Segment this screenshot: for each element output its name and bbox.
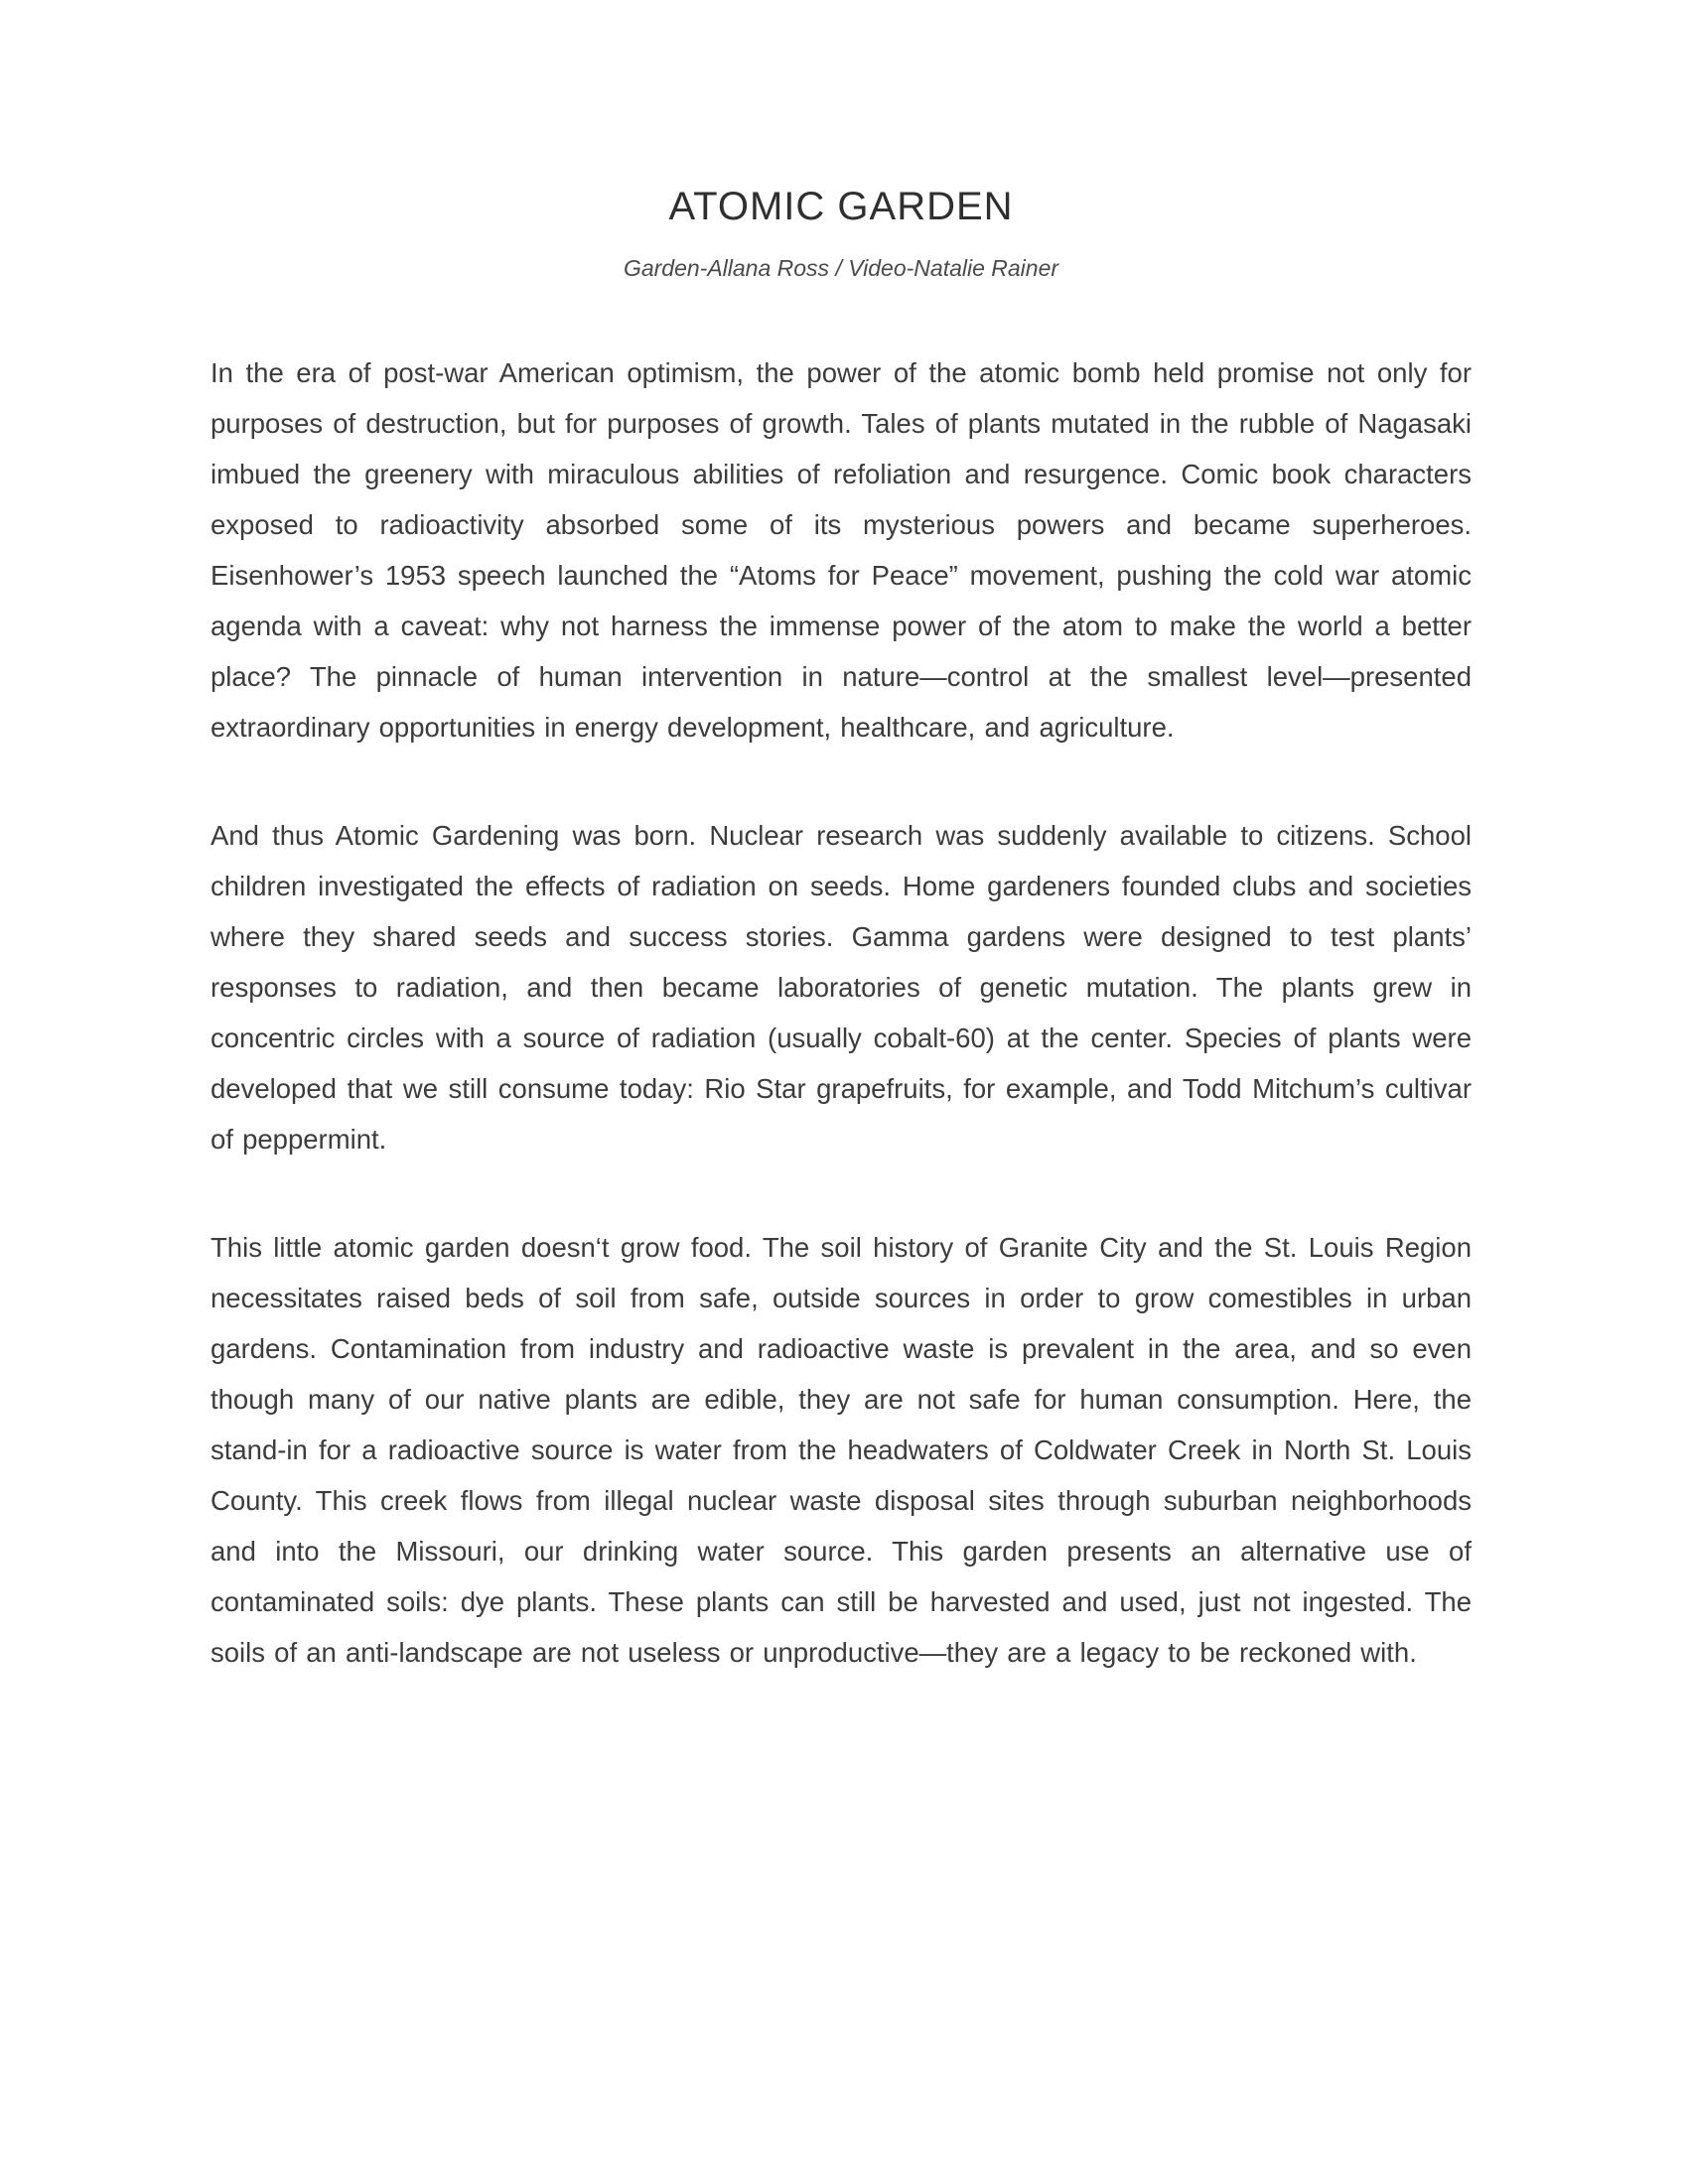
byline: Garden-Allana Ross / Video-Natalie Rainer bbox=[623, 255, 1059, 281]
page-title: ATOMIC GARDEN bbox=[668, 185, 1014, 228]
paragraph-intro: In the era of post-war American optimism, the power of the atomic bomb held promise not only for purposes of destruction, but for purposes of growth. Tales of plants mutated in the rubble of Nagasaki imbued the greenery with miraculous abilities of refoliation and resurgence. Comic book characters exposed to radioactivity absorbed some of its mysterious powers and became superheroes. Eisenhower’s 1953 speech launched the “Atoms for Peace” movement, pushing the cold war atomic agenda with a caveat: why not harness the immense power of the atom to make the world a better place? The pinnacle of human intervention in nature—control at the smallest level—presented extraordinary opportunities in energy development, healthcare, and agriculture. bbox=[211, 357, 1472, 743]
paragraph-atomic-gardening: And thus Atomic Gardening was born. Nuclear research was suddenly available to citizens. School children investigated the effects of radiation on seeds. Home gardeners founded clubs and societies where they shared seeds and success stories. Gamma gardens were designed to test plants’ responses to radiation, and then became laboratories of genetic mutation. The plants grew in concentric circles with a source of radiation (usually cobalt-60) at the center. Species of plants were developed that we still consume today: Rio Star grapefruits, for example, and Todd Mitchum’s cultivar of peppermint. bbox=[211, 820, 1472, 1155]
paragraph-this-garden: This little atomic garden doesn‘t grow food. The soil history of Granite City and the St. Louis Region necessitates raised beds of soil from safe, outside sources in order to grow comestibles in urban gardens. Contamination from industry and radioactive waste is prevalent in the area, and so even though many of our native plants are edible, they are not safe for human consumption. Here, the stand-in for a radioactive source is water from the headwaters of Coldwater Creek in North St. Louis County. This creek flows from illegal nuclear waste disposal sites through suburban neighborhoods and into the Missouri, our drinking water source. This garden presents an alternative use of contaminated soils: dye plants. These plants can still be harvested and used, just not ingested. The soils of an anti-landscape are not useless or unproductive—they are a legacy to be reckoned with. bbox=[211, 1232, 1472, 1668]
